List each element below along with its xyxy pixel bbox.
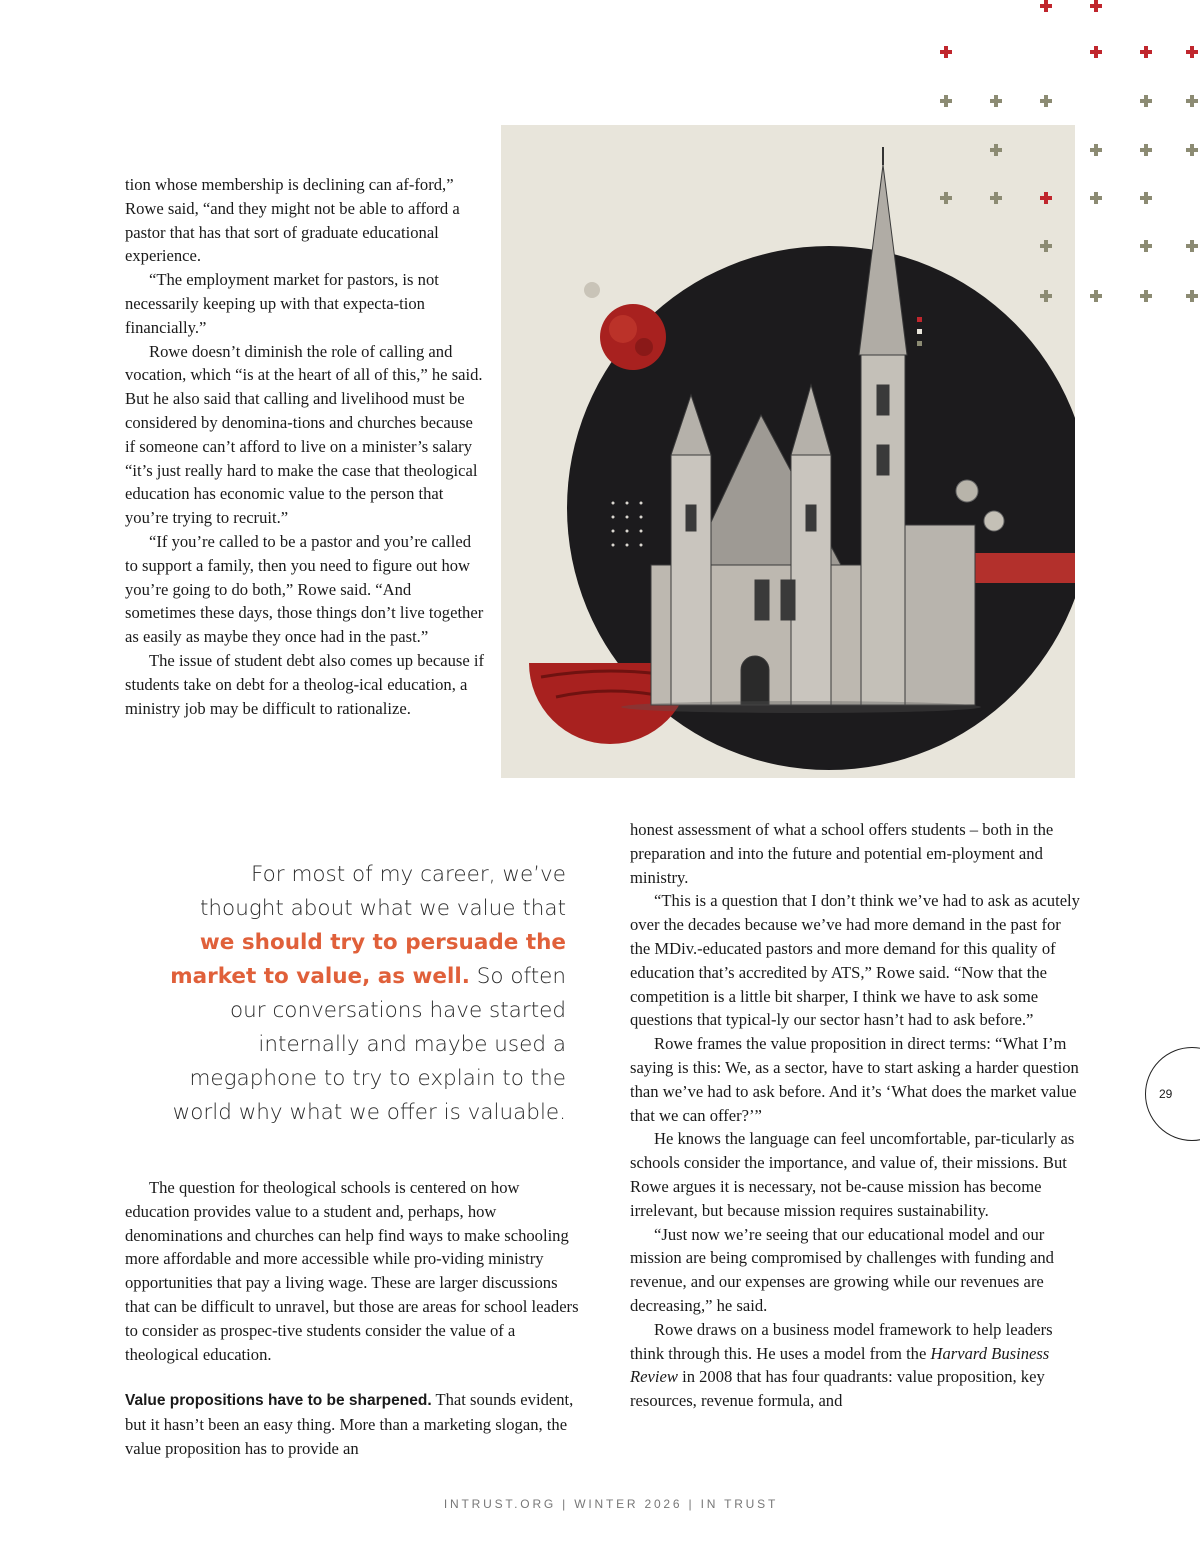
paragraph: “This is a question that I don’t think we’ve had to ask as acutely over the decades because we’ve had more demand in the past for the MDiv.-educated pastors and more demand for this quality of education that’s accredited by ATS,” Rowe said. “Now that the competition is a little bit sharper, I think we have to ask some questions that typical-ly our sector hasn’t had to ask before.” <box>630 891 1080 1030</box>
left-column-bottom <box>125 1176 583 1461</box>
paragraph: “If you’re called to be a pastor and you’re called to support a family, then you need to figure out how you’re going to do both,” Rowe said. “And sometimes these days, those things don’t live together as easily as maybe they once had in the past.” <box>125 531 484 647</box>
cross-icon <box>1140 192 1152 204</box>
pull-quote-highlight: we should try to persuade the market to value, as well. <box>170 930 566 989</box>
cross-icon <box>940 95 952 107</box>
cross-icon <box>1186 144 1198 156</box>
subhead-lead-in: Value propositions have to be sharpened. <box>125 1392 432 1410</box>
right-column <box>630 818 1082 1413</box>
paragraph: Rowe doesn’t diminish the role of calling and vocation, which “is at the heart of all of this,” he said. But he also said that calling and livelihood must be considered by denomina-tions and churches because if someone can’t afford to live on a minister’s salary “it’s just really hard to make the case that theological education has economic value to the person that you’re trying to recruit.” <box>125 341 483 528</box>
decorative-cross-pattern <box>930 0 1200 310</box>
cross-icon <box>940 192 952 204</box>
paragraph-text: That sounds evident, but it hasn’t been an easy thing. More than a marketing slogan, the value proposition has to provide an <box>125 1390 574 1458</box>
cross-icon <box>1140 95 1152 107</box>
paragraph: Rowe frames the value proposition in direct terms: “What I’m saying is this: We, as a sector, have to start asking a harder question than we’ve had to ask before. And it’s ‘What does the market value that we can offer?’” <box>630 1034 1079 1125</box>
left-column-top <box>125 173 485 720</box>
paragraph: tion whose membership is declining can af-ford,” Rowe said, “and they might not be able to afford a pastor that has that sort of graduate educational experience. <box>125 175 460 266</box>
paragraph-text: Rowe draws on a business model framework to help leaders think through this. He uses a model from the <box>630 1319 1053 1363</box>
paragraph: The issue of student debt also comes up because if students take on debt for a theolog-ical education, a ministry job may be difficult to rationalize. <box>125 650 485 718</box>
cross-icon <box>990 95 1002 107</box>
paragraph: He knows the language can feel uncomfortable, par-ticularly as schools consider the importance, and value of, their missions. But Rowe argues it is necessary, not be-cause mission has become irrelevant, but because mission requires sustainability. <box>630 1129 1075 1220</box>
paragraph <box>630 1318 1082 1413</box>
cross-icon <box>1040 192 1052 204</box>
cross-icon <box>1140 290 1152 302</box>
cross-icon <box>1040 290 1052 302</box>
pull-quote-text: For most of my career, we’ve thought about what we value that <box>199 862 566 921</box>
cross-icon <box>1090 290 1102 302</box>
cross-icon <box>990 144 1002 156</box>
paragraph: honest assessment of what a school offers students – both in the preparation and into the future and potential em-ployment and ministry. <box>630 820 1054 887</box>
cross-icon <box>1140 46 1152 58</box>
cross-icon <box>990 192 1002 204</box>
cross-icon <box>1040 240 1052 252</box>
page-number-text: 29 <box>1159 1087 1173 1101</box>
cross-icon <box>1090 192 1102 204</box>
cross-icon <box>1040 0 1052 12</box>
cross-icon <box>1140 240 1152 252</box>
pull-quote-text: So often our conversations have started internally and maybe used a megaphone to try to explain to the world why what we offer is valuable. <box>172 964 566 1125</box>
paragraph: “The employment market for pastors, is not necessarily keeping up with that expecta-tion financially.” <box>125 270 439 337</box>
page-number <box>1145 1047 1200 1141</box>
subhead-paragraph <box>125 1388 583 1460</box>
cross-icon <box>1090 46 1102 58</box>
cross-icon <box>1186 46 1198 58</box>
paragraph: The question for theological schools is centered on how education provides value to a student and, perhaps, how denominations and churches can help find ways to make schooling more affordable and more accessible while pro-viding ministry opportunities that pay a living wage. These are larger discussions that can be difficult to unravel, but those are areas for school leaders to consider as prospec-tive students consider the value of a theological education. <box>125 1178 579 1364</box>
cross-icon <box>1090 144 1102 156</box>
cross-icon <box>1090 0 1102 12</box>
cross-icon <box>1140 144 1152 156</box>
paragraph: “Just now we’re seeing that our educational model and our mission are being compromised by challenges with funding and revenue, and our expenses are growing while our revenues are decreasing,” he said. <box>630 1224 1054 1315</box>
publication-title: Harvard Business Review <box>630 1343 1050 1387</box>
cross-icon <box>1186 240 1198 252</box>
paragraph-text: in 2008 that has four quadrants: value proposition, key resources, revenue formula, and <box>630 1367 1045 1411</box>
footer: INTRUST.ORG | WINTER 2026 | IN TRUST <box>443 1497 779 1511</box>
cross-icon <box>1186 95 1198 107</box>
cross-icon <box>1186 290 1198 302</box>
cross-icon <box>940 46 952 58</box>
pull-quote <box>170 858 566 1130</box>
cross-icon <box>1040 95 1052 107</box>
